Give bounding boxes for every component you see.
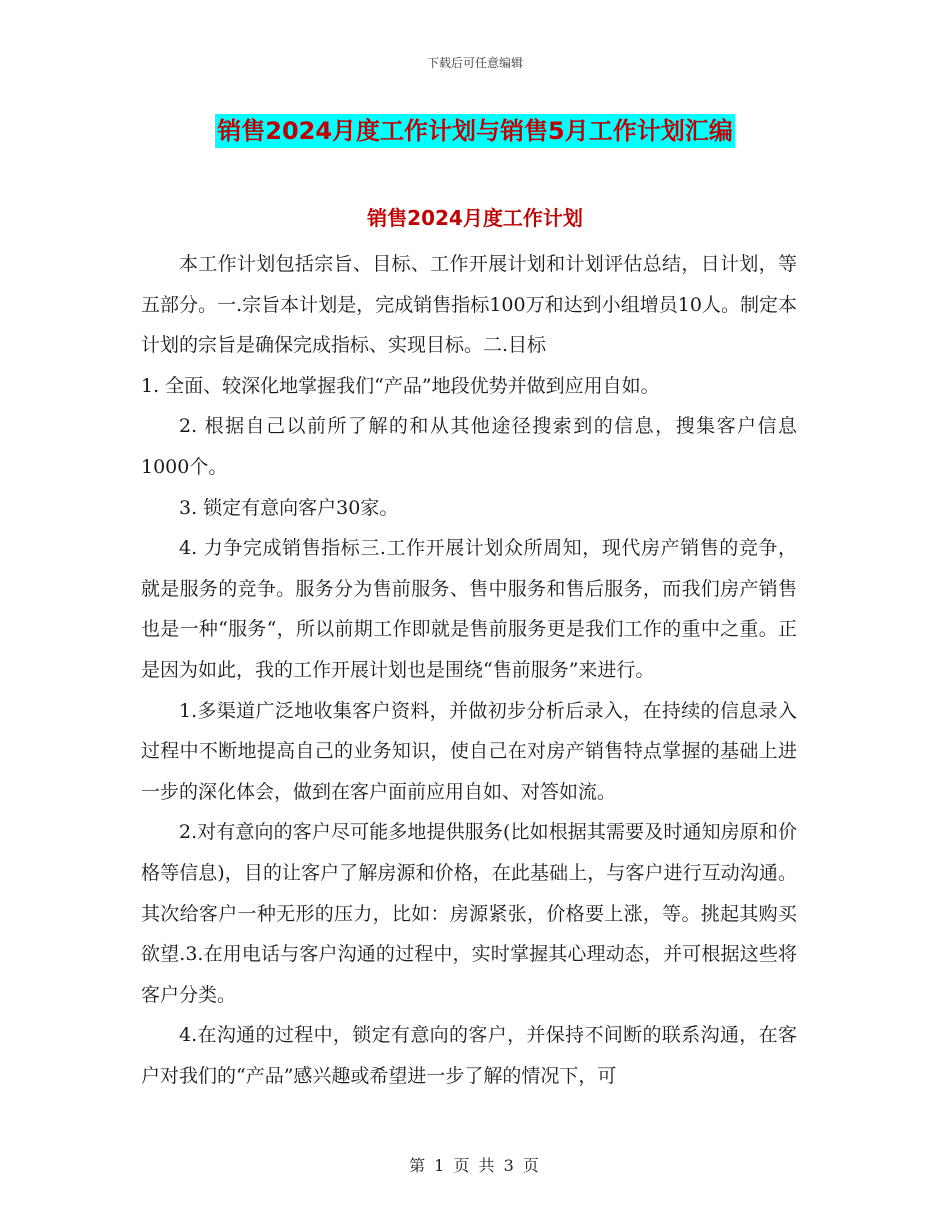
paragraph-goal-1: 1. 全面、较深化地掌握我们“产品”地段优势并做到应用自如。 (141, 374, 660, 397)
page-footer: 第 1 页 共 3 页 (409, 1156, 541, 1175)
document-body (141, 244, 797, 1096)
paragraph-goal-3: 3. 锁定有意向客户30家。 (179, 496, 399, 519)
section-title: 销售2024月度工作计划 (367, 206, 583, 230)
paragraph-goal-4: 4. 力争完成销售指标三.工作开展计划众所周知，现代房产销售的竞争，就是服务的竞争。服务分为售前服务、售中服务和售后服务，而我们房产销售也是一种“服务“，所以前期工作即就是售前服务更是我们工作的重中之重。正是因为如此，我的工作开展计划也是围绕“售前服务”来进行。 (141, 537, 797, 681)
main-title-container (0, 114, 950, 148)
paragraph-goal-2: 2. 根据自己以前所了解的和从其他途径搜索到的信息，搜集客户信息1000个。 (141, 415, 797, 478)
paragraph-plan-2: 2.对有意向的客户尽可能多地提供服务(比如根据其需要及时通知房原和价格等信息)，目的让客户了解房源和价格，在此基础上，与客户进行互动沟通。其次给客户一种无形的压力，比如：房源紧张，价格要上涨，等。挑起其购买欲望.3.在用电话与客户沟通的过程中，实时掌握其心理动态，并可根据这些将客户分类。 (141, 821, 797, 1006)
header-note: 下载后可任意编辑 (426, 56, 523, 70)
paragraph-plan-1: 1.多渠道广泛地收集客户资料，并做初步分析后录入，在持续的信息录入过程中不断地提高自己的业务知识，使自己在对房产销售特点掌握的基础上进一步的深化体会，做到在客户面前应用自如、对答如流。 (141, 699, 797, 803)
paragraph-plan-4: 4.在沟通的过程中，锁定有意向的客户，并保持不间断的联系沟通，在客户对我们的“产品”感兴趣或希望进一步了解的情况下，可 (141, 1024, 797, 1087)
main-title: 销售2024月度工作计划与销售5月工作计划汇编 (215, 114, 735, 148)
paragraph-intro: 本工作计划包括宗旨、目标、工作开展计划和计划评估总结，日计划，等五部分。一.宗旨本计划是，完成销售指标100万和达到小组增员10人。制定本计划的宗旨是确保完成指标、实现目标。二.目标 (141, 253, 797, 357)
